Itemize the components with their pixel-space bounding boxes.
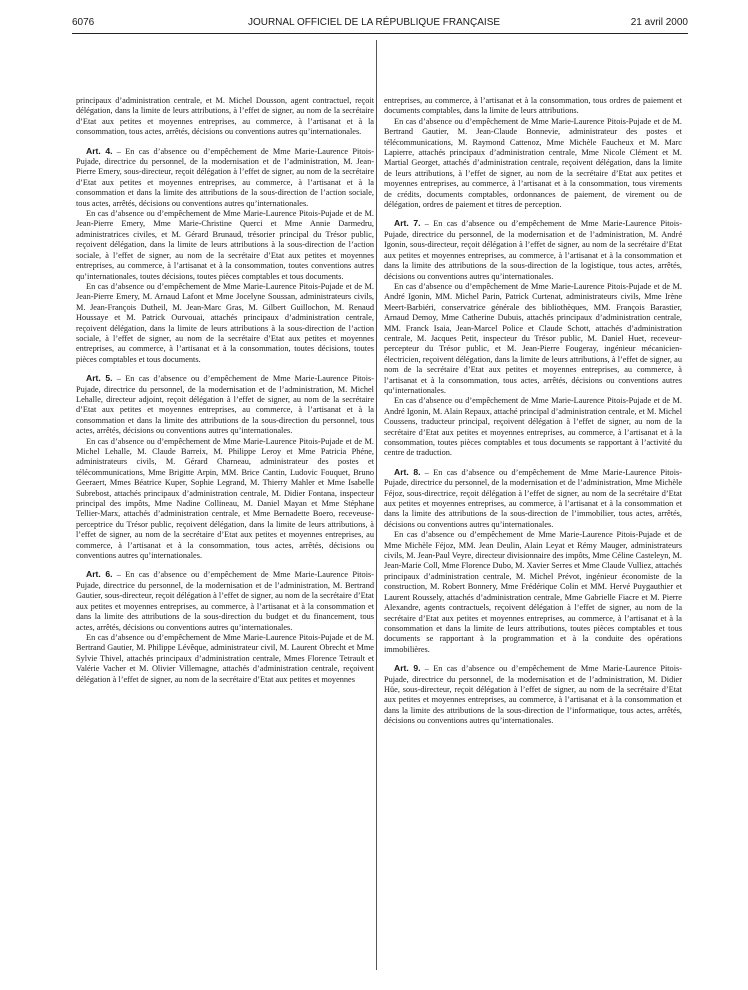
paragraph bbox=[384, 530, 682, 655]
paragraph-text: En cas d’absence ou d’empêchement de Mme Marie-Laurence Pitois-Pujade et de M. Jean-Pierre Emery, M. Arnaud Lafont et Mme Jocelyne Soussan, administrateurs civils, M. Jean-François Dutheil, M. Jean-Marc Gras, M. Gilbert Guillochon, M. Renaud Houssaye et M. Patrick Ourvouai, attachés principaux d’administration centrale, reçoivent délégation, dans la limite de leurs attributions à la sous-direction de l’action sociale, à l’effet de signer, au nom de la secrétaire d’Etat aux petites et moyennes entreprises, au commerce, à l’artisanat et à la consommation, toutes décisions, toutes pièces comptables et tous documents. bbox=[76, 281, 374, 364]
article-paragraph bbox=[76, 146, 374, 209]
paragraph-text: – En cas d’absence ou d’empêchement de Mme Marie-Laurence Pitois-Pujade, directrice du personnel, de la modernisation et de l’administration, M. Bertrand Gautier, sous-directeur, reçoit délégation à l’effet de signer, au nom de la secrétaire d’Etat aux petites et moyennes entreprises, au commerce, à l’artisanat et à la consommation et dans la limite des attributions de la sous-direction du budget et du financement, tous actes, arrêtés, décisions ou conventions autres qu’internationales. bbox=[76, 570, 375, 632]
paragraph-text: entreprises, au commerce, à l’artisanat et à la consommation, tous ordres de paiement et documents comptables, dans la limite de leurs attributions. bbox=[384, 96, 682, 116]
paragraph bbox=[384, 282, 682, 396]
article-paragraph bbox=[384, 218, 682, 281]
paragraph-text: En cas d’absence ou d’empêchement de Mme Marie-Laurence Pitois-Pujade et de M. Bertrand Gautier, M. Jean-Claude Bonnevie, administrateur des postes et télécommunications, M. Raymond Cattenoz, Mme Michèle Faucheux et M. Marc Lapierre, attachés principaux d’administration centrale, Mme Nicole Clément et M. Martial Georget, attachés d’administration centrale, reçoivent délégation, dans la limite de leurs attributions, à l’effet de signer, au nom de la secrétaire d’Etat aux petites et moyennes entreprises, au commerce, à l’artisanat et à la consommation, tous virements de crédits, documents comptables, ordonnances de paiement, de virement ou de délégation, ordres de paiement et titres de perception. bbox=[384, 116, 682, 210]
article-label: Art. 9. bbox=[394, 663, 421, 674]
article-paragraph bbox=[76, 373, 374, 436]
article-paragraph bbox=[384, 467, 682, 530]
paragraph-text: En cas d’absence ou d’empêchement de Mme Marie-Laurence Pitois-Pujade et de M. Michel Lehalle, M. Claude Barreix, M. Philippe Leroy et Mme Patricia Phéne, administrateurs civils, M. Gérard Charneau, administrateur des postes et télécommunications, Mme Brigitte Arpin, MM. Brice Cantin, Ludovic Fouquet, Bruno Geeraert, Mmes Béatrice Kuper, Sophie Legrand, M. Thierry Mahler et Mme Isabelle Subrebost, attachés principaux d’administration centrale, M. Didier Fontana, inspecteur principal des impôts, Mme Nadine Collineau, M. Daniel Mayan et Mme Stéphane Tellier-Marx, attachés d’administration centrale, et Mme Bernadette Boero, receveuse-perceptrice du Trésor public, reçoivent délégation, dans la limite de leurs attributions, à l’effet de signer, au nom de la secrétaire d’Etat aux petites et moyennes entreprises, au commerce, à l’artisanat et à la consommation, tous actes, arrêtés, décisions ou conventions autres qu’internationales. bbox=[76, 436, 374, 561]
header-rule bbox=[72, 33, 688, 34]
article-label: Art. 6. bbox=[86, 569, 113, 580]
paragraph bbox=[76, 209, 374, 282]
paragraph-continuation bbox=[76, 96, 374, 138]
article-label: Art. 4. bbox=[86, 145, 113, 156]
article-label: Art. 7. bbox=[394, 218, 421, 229]
article-label: Art. 5. bbox=[86, 373, 113, 384]
journal-title: JOURNAL OFFICIEL DE LA RÉPUBLIQUE FRANÇAISE bbox=[247, 17, 501, 28]
paragraph bbox=[384, 117, 682, 211]
paragraph-text: En cas d’absence ou d’empêchement de Mme Marie-Laurence Pitois-Pujade et de M. Bertrand Gautier, M. Philippe Lévêque, administrateur civil, M. Laurent Obrecht et Mme Sylvie Thivel, attachés principaux d’administration centrale, Mmes Florence Tetrault et Valérie Vacher et M. Olivier Villemagne, attachés d’administration centrale, reçoivent délégation à l’effet de signer, au nom de la secrétaire d’Etat aux petites et moyennes bbox=[76, 632, 374, 684]
paragraph-text: – En cas d’absence ou d’empêchement de Mme Marie-Laurence Pitois-Pujade, directrice du personnel, de la modernisation et de l’administration, Mme Michèle Féjoz, sous-directrice, reçoit délégation à l’effet de signer, au nom de la secrétaire d’Etat aux petites et moyennes entreprises, au commerce, à l’artisanat et à la consommation et dans la limite des attributions de la sous-direction de l’immobilier, tous actes, arrêtés, décisions ou conventions autres qu’internationales. bbox=[384, 467, 683, 529]
issue-date: 21 avril 2000 bbox=[630, 17, 688, 28]
paragraph-text: En cas d’absence ou d’empêchement de Mme Marie-Laurence Pitois-Pujade et de M. André Igonin, MM. Michel Parin, Patrick Curtenat, administrateurs civils, Mme Irène Meert-Barbiéri, conservatrice générale des bibliothèques, MM. François Barastier, Arnaud Demoy, Mme Catherine Dubuis, attachés principaux d’administration centrale, MM. Franck Isaia, Jean-Marcel Police et Claude Schott, attachés d’administration centrale, M. Jacques Petit, inspecteur du Trésor public, M. Daniel Huet, receveur-percepteur du Trésor public, et M. Jean-Pierre Fougeray, ingénieur mécanicien-électricien, reçoivent délégation, dans la limite de leurs attributions, à l’effet de signer, au nom de la secrétaire d’Etat aux petites et moyennes entreprises, au commerce, à l’artisanat et à la consommation, tous actes, arrêtés, décisions ou conventions autres qu’internationales. bbox=[384, 281, 682, 395]
paragraph bbox=[76, 437, 374, 562]
right-column bbox=[384, 96, 682, 727]
article-paragraph bbox=[384, 663, 682, 726]
paragraph-text: – En cas d’absence ou d’empêchement de Mme Marie-Laurence Pitois-Pujade, directrice du personnel, de la modernisation et de l’administration, M. André Igonin, sous-directeur, reçoit délégation à l’effet de signer, au nom de la secrétaire d’Etat aux petites et moyennes entreprises, au commerce, à l’artisanat et à la consommation et dans la limite des attributions de la sous-direction de la logistique, tous actes, arrêtés, décisions ou conventions autres qu’internationales. bbox=[384, 219, 683, 281]
paragraph-text: En cas d’absence ou d’empêchement de Mme Marie-Laurence Pitois-Pujade et de M. André Igonin, M. Alain Repaux, attaché principal d’administration centrale, et M. Michel Coussens, traducteur principal, reçoivent délégation à l’effet de signer, au nom de la secrétaire d’Etat aux petites et moyennes entreprises, au commerce, à l’artisanat et à la consommation, toutes pièces comptables et tous documents se rapportant à l’activité du centre de traduction. bbox=[384, 396, 682, 458]
paragraph-text: principaux d’administration centrale, et M. Michel Dousson, agent contractuel, reçoit délégation, dans la limite de leurs attributions, à l’effet de signer, au nom de la secrétaire d’Etat aux petites et moyennes entreprises, au commerce, à l’artisanat et à la consommation, tous actes, arrêtés, décisions ou conventions autres qu’internationales. bbox=[76, 96, 374, 137]
paragraph bbox=[76, 282, 374, 365]
paragraph-text: – En cas d’absence ou d’empêchement de Mme Marie-Laurence Pitois-Pujade, directrice du personnel, de la modernisation et de l’administration, M. Jean-Pierre Emery, sous-directeur, reçoit délégation à l’effet de signer, au nom de la secrétaire d’Etat aux petites et moyennes entreprises, au commerce, à l’artisanat et à la consommation et dans la limite des attributions de la sous-direction de l’action sociale, tous actes, arrêtés, décisions ou conventions autres qu’internationales. bbox=[76, 146, 375, 208]
left-column bbox=[76, 96, 374, 685]
article-label: Art. 8. bbox=[394, 466, 421, 477]
paragraph bbox=[76, 633, 374, 685]
paragraph-text: – En cas d’absence ou d’empêchement de Mme Marie-Laurence Pitois-Pujade, directrice du personnel, de la modernisation et de l’administration, M. Didier Hüe, sous-directeur, reçoit délégation à l’effet de signer, au nom de la secrétaire d’Etat aux petites et moyennes entreprises, au commerce, à l’artisanat et à la consommation et dans la limite des attributions de la sous-direction de l’informatique, tous actes, arrêtés, décisions ou conventions autres qu’internationales. bbox=[384, 664, 683, 726]
paragraph-text: En cas d’absence ou d’empêchement de Mme Marie-Laurence Pitois-Pujade et de Mme Michèle Féjoz, MM. Jean Deulin, Alain Leyat et Rémy Mauger, administrateurs civils, M. Jean-Paul Veyre, directeur divisionnaire des impôts, Mme Céline Casteleyn, M. Jean-Marie Coll, Mme Florence Dubo, M. Xavier Serres et Mme Claude Vulliez, attachés principaux d’administration centrale, M. Michel Prévot, ingénieur économiste de la construction, M. Robert Bonnery, Mme Frédérique Colin et MM. Hervé Puygauthier et Laurent Roussely, attachés d’administration centrale, Mme Gabrielle Fiacre et M. Pierre Alexandre, agents contractuels, reçoivent délégation à l’effet de signer, au nom de la secrétaire d’Etat aux petites et moyennes entreprises, au commerce, à l’artisanat et à la consommation et dans la limite de leurs attributions, toutes pièces comptables et tous documents se rapportant à la programmation et à la conduite des opérations immobilières. bbox=[384, 530, 682, 654]
page-header bbox=[0, 0, 748, 40]
column-divider bbox=[376, 40, 377, 970]
paragraph bbox=[384, 396, 682, 458]
paragraph-continuation bbox=[384, 96, 682, 117]
article-paragraph bbox=[76, 569, 374, 632]
paragraph-text: En cas d’absence ou d’empêchement de Mme Marie-Laurence Pitois-Pujade et de M. Jean-Pierre Emery, Mme Marie-Christine Querci et Mme Annie Darmedru, administratrices civiles, et M. Gérard Brunaud, trésorier principal du Trésor public, reçoivent délégation, dans la limite de leurs attributions à la sous-direction de l’action sociale, à l’effet de signer, au nom de la secrétaire d’Etat aux petites et moyennes entreprises, au commerce, à l’artisanat et à la consommation, toutes conventions autres qu’internationales, toutes décisions, toutes pièces comptables et tous documents. bbox=[76, 209, 374, 281]
page-number: 6076 bbox=[72, 17, 95, 28]
paragraph-text: – En cas d’absence ou d’empêchement de Mme Marie-Laurence Pitois-Pujade, directrice du personnel, de la modernisation et de l’administration, M. Michel Lehalle, directeur adjoint, reçoit délégation à l’effet de signer, au nom de la secrétaire d’Etat aux petites et moyennes entreprises, au commerce, à l’artisanat et à la consommation et dans la limite des attributions de la sous-direction du personnel, tous actes, arrêtés, décisions ou conventions autres qu’internationales. bbox=[76, 374, 375, 436]
